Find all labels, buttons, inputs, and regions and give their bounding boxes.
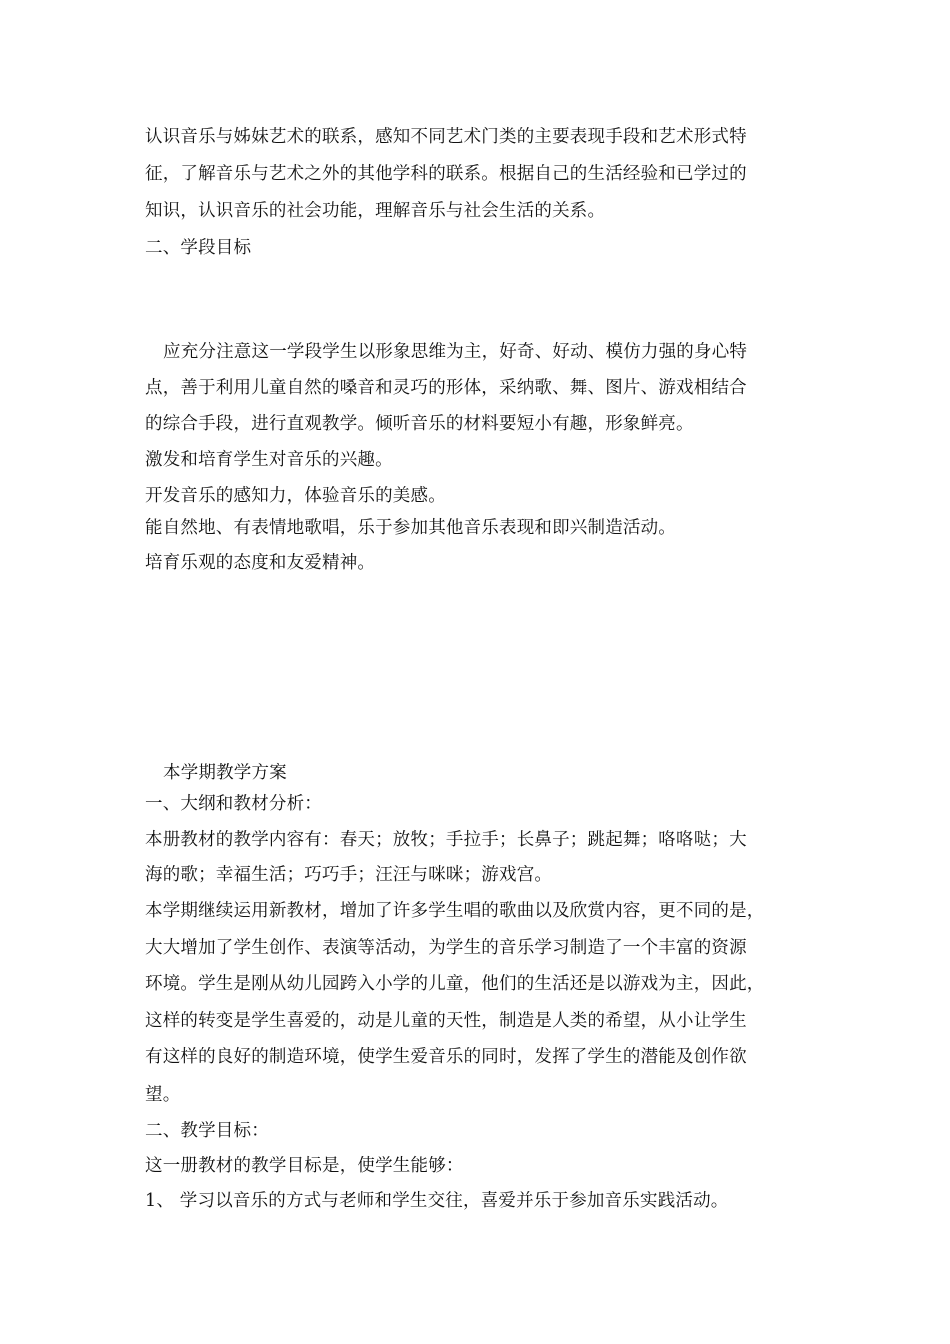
paragraph-line: 征，了解音乐与艺术之外的其他学科的联系。根据自己的生活经验和已学过的 — [145, 164, 747, 184]
section-heading: 二、教学目标： — [145, 1121, 269, 1141]
section-heading: 一、大纲和教材分析： — [145, 794, 322, 814]
paragraph-line: 环境。学生是刚从幼儿园跨入小学的儿童，他们的生活还是以游戏为主，因此， — [145, 974, 765, 994]
paragraph-line: 望。 — [145, 1085, 181, 1105]
paragraph-line: 有这样的良好的制造环境，使学生爱音乐的同时，发挥了学生的潜能及创作欲 — [145, 1047, 747, 1067]
paragraph-line: 知识，认识音乐的社会功能，理解音乐与社会生活的关系。 — [145, 201, 606, 221]
plan-title: 本学期教学方案 — [163, 763, 287, 783]
goal-item: 培育乐观的态度和友爱精神。 — [145, 553, 376, 573]
paragraph-line: 点，善于利用儿童自然的嗓音和灵巧的形体，采纳歌、舞、图片、游戏相结合 — [145, 378, 747, 398]
paragraph-line: 认识音乐与姊妹艺术的联系，感知不同艺术门类的主要表现手段和艺术形式特 — [145, 127, 747, 147]
goal-item: 开发音乐的感知力，体验音乐的美感。 — [145, 486, 446, 506]
paragraph-line: 本学期继续运用新教材，增加了许多学生唱的歌曲以及欣赏内容，更不同的是， — [145, 901, 765, 921]
paragraph-line: 本册教材的教学内容有：春天；放牧；手拉手；长鼻子；跳起舞；咯咯哒；大 — [145, 830, 747, 850]
section-heading: 二、学段目标 — [145, 238, 252, 258]
goal-item: 激发和培育学生对音乐的兴趣。 — [145, 450, 393, 470]
paragraph-line: 大大增加了学生创作、表演等活动，为学生的音乐学习制造了一个丰富的资源 — [145, 938, 747, 958]
goal-item: 能自然地、有表情地歌唱，乐于参加其他音乐表现和即兴制造活动。 — [145, 518, 676, 538]
paragraph-line: 这一册教材的教学目标是，使学生能够： — [145, 1156, 464, 1176]
paragraph-line: 的综合手段，进行直观教学。倾听音乐的材料要短小有趣，形象鲜亮。 — [145, 414, 694, 434]
paragraph-line: 应充分注意这一学段学生以形象思维为主，好奇、好动、模仿力强的身心特 — [163, 342, 748, 362]
paragraph-line: 海的歌；幸福生活；巧巧手；汪汪与咪咪；游戏宫。 — [145, 865, 553, 885]
paragraph-line: 这样的转变是学生喜爱的，动是儿童的天性，制造是人类的希望，从小让学生 — [145, 1011, 747, 1031]
numbered-item: 1、 学习以音乐的方式与老师和学生交往，喜爱并乐于参加音乐实践活动。 — [145, 1191, 729, 1211]
